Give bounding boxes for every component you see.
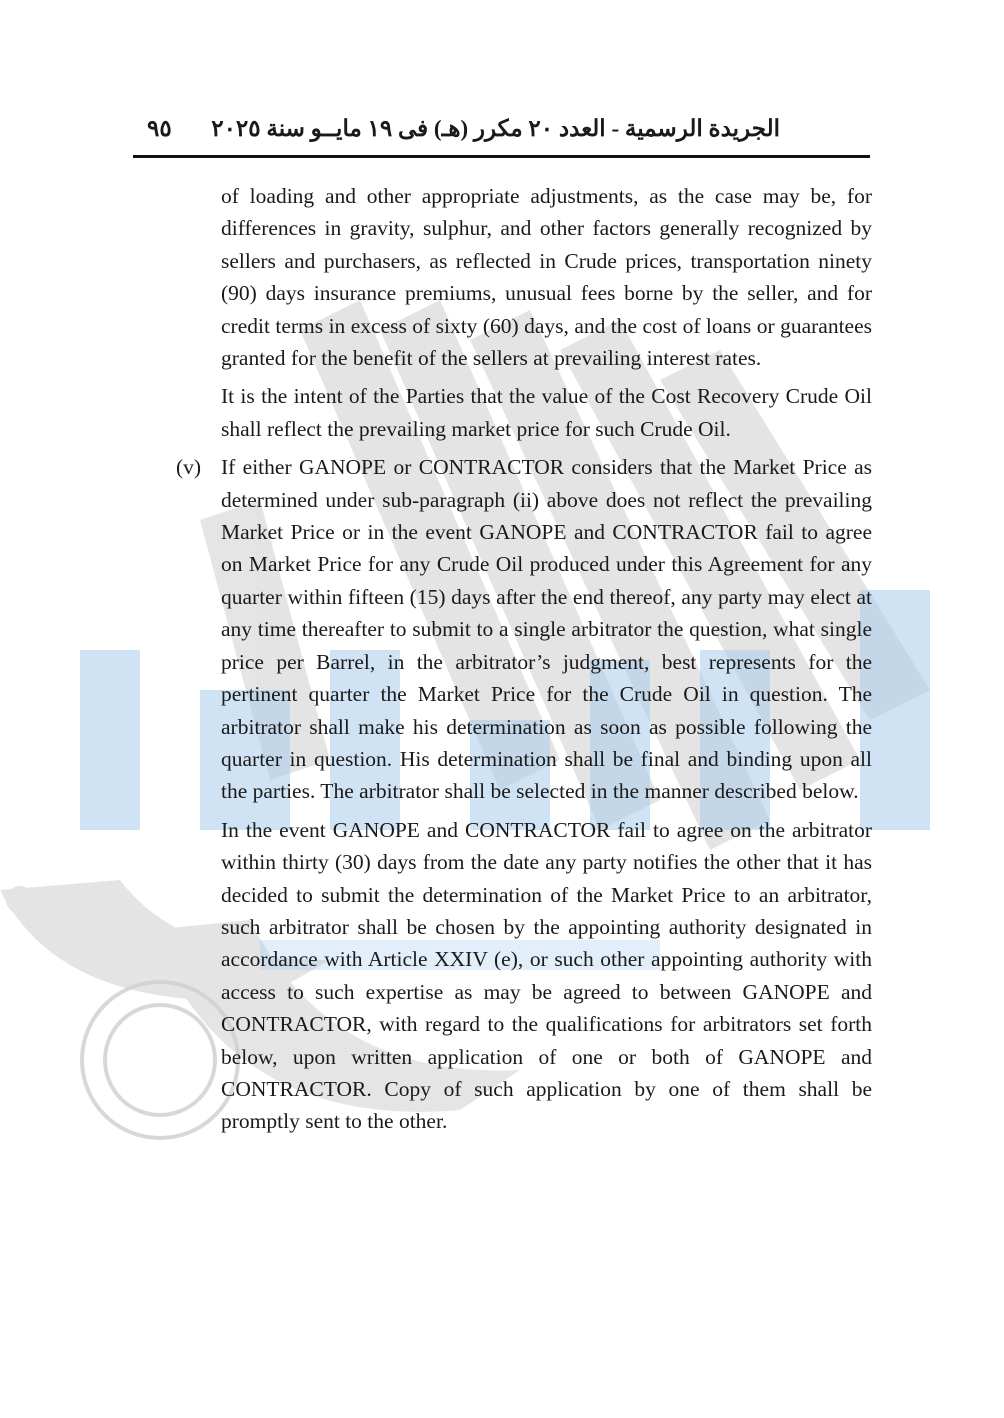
item-v-text: If either GANOPE or CONTRACTOR considers that the Market Price as determined under sub-paragraph (ii) above does not reflect the prevailing Market Price or in the event GANOPE and CONTRACTOR fail to agree on Market Price for any Crude Oil produced under this Agreement for any quarter within fifteen (15) days after the end thereof, any party may elect at any time thereafter to submit to a single arbitrator the question, what single price per Barrel, in the arbitrator’s judgment, best represents for the pertinent quarter the Market Price for the Crude Oil in question. The arbitrator shall make his determination as soon as possible following the quarter in question. His determination shall be final and binding upon all the parties. The arbitrator shall be selected in the manner described below. (221, 455, 872, 804)
paragraph-loading-adjustments: of loading and other appropriate adjustments, as the case may be, for differences in gravity, sulphur, and other factors generally recognized by sellers and purchasers, as reflected in Crude prices, transportation ninety (90) days insurance premiums, unusual fees borne by the seller, and for credit terms in excess of sixty (60) days, and the cost of loans or guarantees granted for the benefit of the sellers at prevailing interest rates. (221, 184, 872, 371)
document-body (176, 180, 872, 1144)
gazette-title: الجريدة الرسمية - العدد ٢٠ مكرر (هـ) فى ١٩ مايــو سنة ٢٠٢٥ (211, 116, 780, 141)
ministry-seal (82, 982, 238, 1138)
page-header (133, 112, 870, 152)
paragraph-arbitrator-selection: In the event GANOPE and CONTRACTOR fail to agree on the arbitrator within thirty (30) days from the date any party notifies the other that it has decided to submit the determination of the Market Price to an arbitrator, such arbitrator shall be chosen by the appointing authority designated in accordance with Article XXIV (e), or such other appointing authority with access to such expertise as may be agreed to between GANOPE and CONTRACTOR, with regard to the qualifications for arbitrators set forth below, upon written application of one or both of GANOPE and CONTRACTOR. Copy of such application by one of them shall be promptly sent to the other. (221, 817, 872, 1134)
header-rule (133, 155, 870, 158)
paragraph-intent-of-parties: It is the intent of the Parties that the value of the Cost Recovery Crude Oil shall reflect the prevailing market price for such Crude Oil. (221, 384, 872, 441)
item-v-label: (v) (176, 455, 202, 480)
item-v (176, 451, 872, 807)
page-number: ٩٥ (147, 116, 172, 141)
